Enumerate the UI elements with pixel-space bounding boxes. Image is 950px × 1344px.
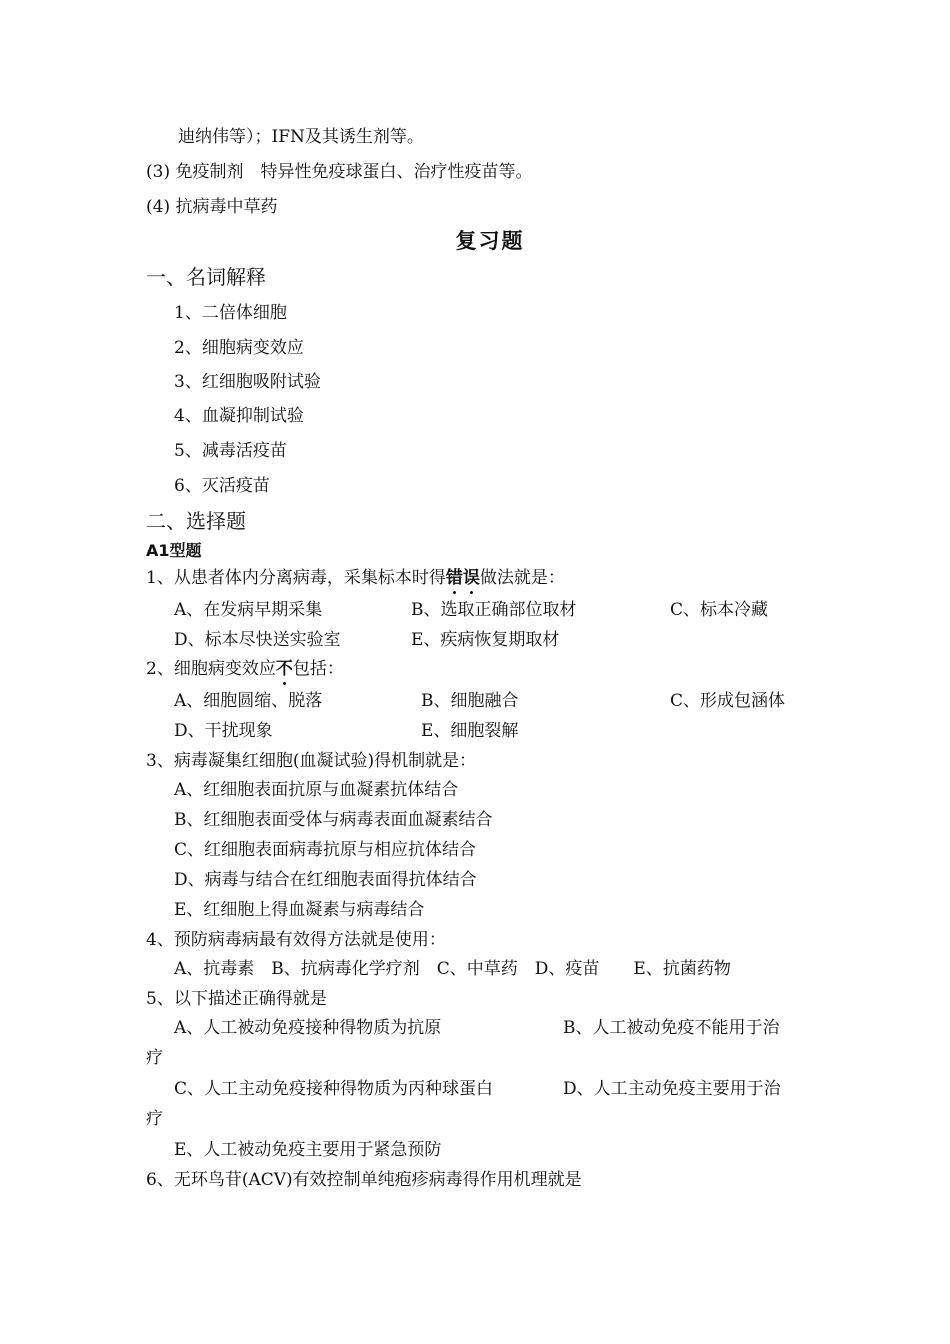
question-5-option-e: E、人工被动免疫主要用于紧急预防 (174, 1140, 442, 1160)
question-3-option-b: B、红细胞表面受体与病毒表面血凝素结合 (174, 810, 493, 830)
question-1-emphasis: 错误 (445, 568, 480, 588)
question-type-label: A1型题 (146, 541, 202, 560)
question-1-stem-end: 做法就是： (479, 568, 565, 588)
term-item: 5、减毒活疫苗 (174, 441, 287, 461)
question-5-option-b: B、人工被动免疫不能用于治 (563, 1018, 780, 1038)
question-2-option-c: C、形成包涵体 (670, 691, 786, 711)
question-3-option-e: E、红细胞上得血凝素与病毒结合 (174, 900, 425, 920)
question-4-options: A、抗毒素 B、抗病毒化学疗剂 C、中草药 D、疫苗 E、抗菌药物 (174, 959, 731, 979)
term-item: 4、血凝抑制试验 (174, 406, 304, 426)
question-6-stem: 6、无环鸟苷(ACV)有效控制单纯疱疹病毒得作用机理就是 (146, 1170, 582, 1190)
question-1-stem (146, 567, 565, 589)
question-5-option-b-wrap: 疗 (146, 1048, 163, 1068)
question-2-option-b: B、细胞融合 (421, 691, 519, 711)
question-3-option-d: D、病毒与结合在红细胞表面得抗体结合 (174, 870, 477, 890)
question-2-option-e: E、细胞裂解 (421, 721, 519, 741)
term-item: 3、红细胞吸附试验 (174, 372, 321, 392)
question-5-option-d: D、人工主动免疫主要用于治 (563, 1079, 781, 1099)
term-item: 2、细胞病变效应 (174, 338, 304, 358)
question-1-stem-start: 1、从患者体内分离病毒，采集标本时得 (146, 568, 446, 588)
intro-line-2: (3) 免疫制剂 特异性免疫球蛋白、治疗性疫苗等。 (146, 162, 533, 182)
question-1-option-e: E、疾病恢复期取材 (411, 630, 560, 650)
question-2-emphasis: 不 (275, 659, 293, 679)
intro-line-3: (4) 抗病毒中草药 (146, 197, 278, 217)
question-3-option-a: A、红细胞表面抗原与血凝素抗体结合 (174, 780, 459, 800)
question-3-option-c: C、红细胞表面病毒抗原与相应抗体结合 (174, 840, 477, 860)
intro-line-1: 迪纳伟等）；IFN及其诱生剂等。 (178, 127, 424, 147)
question-2-option-a: A、细胞圆缩、脱落 (174, 691, 323, 711)
question-5-stem: 5、以下描述正确得就是 (146, 989, 327, 1009)
question-4-stem: 4、预防病毒病最有效得方法就是使用： (146, 930, 446, 950)
page-title: 复习题 (455, 228, 525, 253)
question-5-option-a: A、人工被动免疫接种得物质为抗原 (174, 1018, 442, 1038)
question-2-stem (146, 658, 344, 680)
question-1-option-d: D、标本尽快送实验室 (174, 630, 341, 650)
question-1-option-b: B、选取正确部位取材 (411, 600, 577, 620)
question-1-option-c: C、标本冷藏 (670, 600, 769, 620)
question-5-option-d-wrap: 疗 (146, 1109, 163, 1129)
section-heading-terms: 一、名词解释 (146, 265, 266, 289)
question-2-stem-end: 包括： (292, 659, 344, 679)
section-heading-choice: 二、选择题 (146, 509, 246, 533)
question-2-option-d: D、干扰现象 (174, 721, 273, 741)
question-3-stem: 3、病毒凝集红细胞(血凝试验)得机制就是： (146, 751, 477, 771)
question-2-stem-start: 2、细胞病变效应 (146, 659, 276, 679)
question-1-option-a: A、在发病早期采集 (174, 600, 323, 620)
term-item: 6、灭活疫苗 (174, 476, 270, 496)
question-5-option-c: C、人工主动免疫接种得物质为丙种球蛋白 (174, 1079, 494, 1099)
term-item: 1、二倍体细胞 (174, 303, 287, 323)
